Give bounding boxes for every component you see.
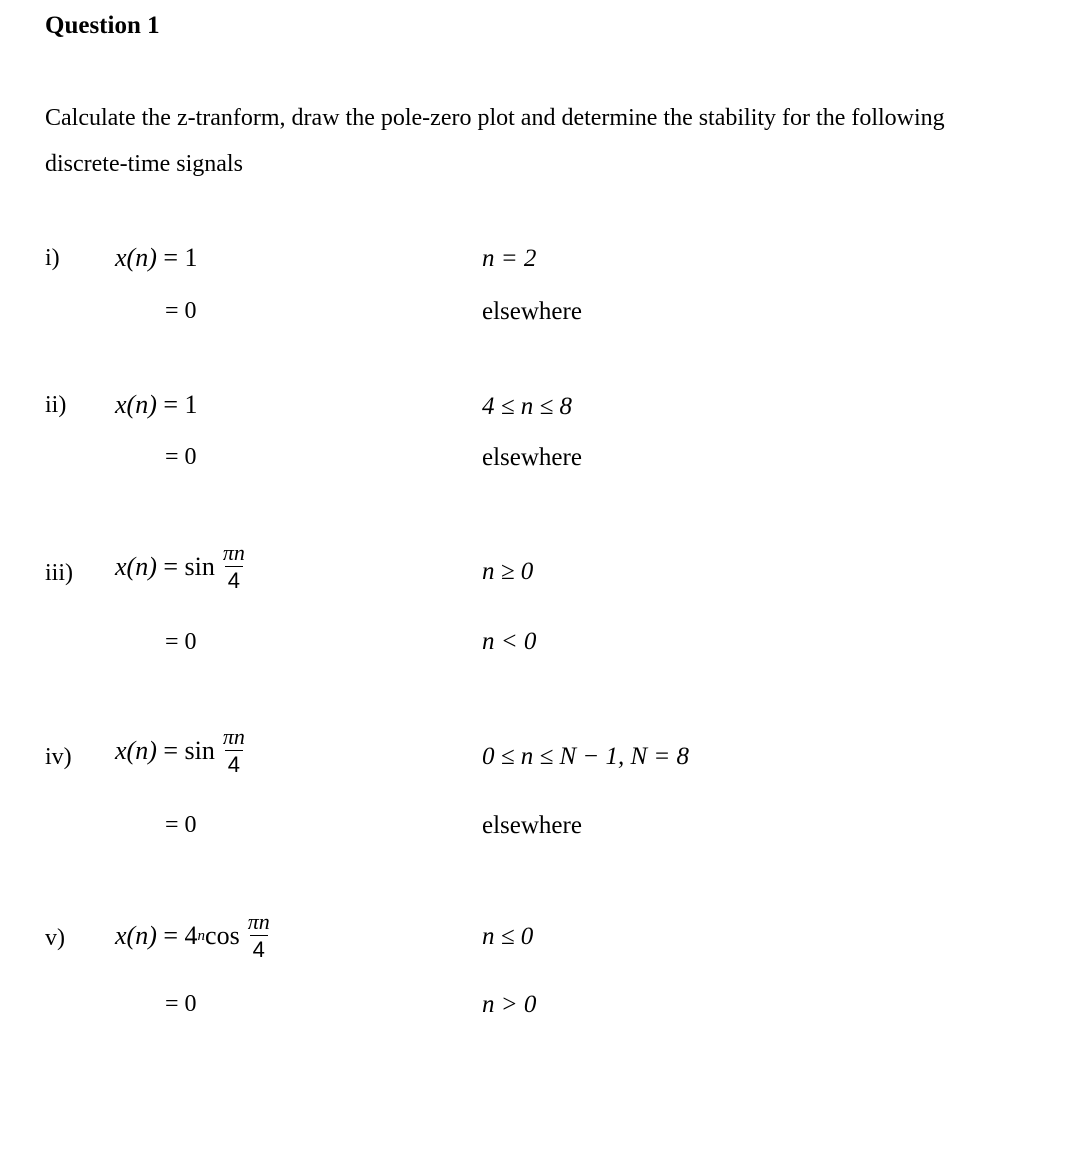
condition-secondary: n < 0 — [482, 628, 537, 655]
signal-definition — [115, 726, 247, 776]
fraction — [246, 911, 272, 961]
condition-secondary: elsewhere — [482, 444, 582, 471]
signal-lhs: x(n) — [115, 390, 157, 419]
condition-secondary: elsewhere — [482, 298, 582, 325]
fraction-denominator: 4 — [225, 750, 243, 776]
signal-expression: = sin — [163, 736, 215, 765]
signal-lhs: x(n) — [115, 552, 157, 581]
signal-definition — [115, 911, 272, 961]
condition-primary: 4 ≤ n ≤ 8 — [482, 393, 572, 420]
signal-expression-tail: cos — [205, 921, 240, 950]
fraction — [221, 726, 247, 776]
condition-secondary: elsewhere — [482, 812, 582, 839]
signal-definition — [115, 243, 198, 273]
item-number: v) — [45, 925, 65, 951]
instruction-line-2: discrete-time signals — [45, 151, 243, 177]
signal-zero-case: = 0 — [165, 812, 197, 838]
signal-expression: = 1 — [163, 243, 198, 272]
signal-definition — [115, 390, 198, 420]
fraction-denominator: 4 — [250, 935, 268, 961]
signal-zero-case: = 0 — [165, 298, 197, 324]
signal-definition — [115, 542, 247, 592]
item-number: ii) — [45, 392, 67, 418]
signal-expression: = 4 — [163, 921, 198, 950]
fraction-denominator: 4 — [225, 566, 243, 592]
item-number: i) — [45, 245, 60, 271]
item-number: iv) — [45, 744, 72, 770]
condition-primary: n ≥ 0 — [482, 558, 534, 585]
fraction-numerator: πn — [247, 909, 270, 934]
condition-primary: 0 ≤ n ≤ N − 1, N = 8 — [482, 743, 690, 770]
signal-lhs: x(n) — [115, 921, 157, 950]
exponent: n — [197, 927, 206, 944]
condition-primary: n ≤ 0 — [482, 923, 534, 950]
signal-expression: = sin — [163, 552, 215, 581]
signal-lhs: x(n) — [115, 243, 157, 272]
fraction-numerator: πn — [222, 724, 245, 749]
item-number: iii) — [45, 560, 73, 586]
question-title: Question 1 — [45, 12, 160, 39]
signal-zero-case: = 0 — [165, 629, 197, 655]
signal-lhs: x(n) — [115, 736, 157, 765]
instruction-line-1: Calculate the z-tranform, draw the pole-zero plot and determine the stability for the following — [45, 105, 945, 131]
signal-zero-case: = 0 — [165, 444, 197, 470]
condition-primary: n = 2 — [482, 245, 537, 272]
signal-zero-case: = 0 — [165, 991, 197, 1017]
condition-secondary: n > 0 — [482, 991, 537, 1018]
fraction-numerator: πn — [222, 540, 245, 565]
fraction — [221, 542, 247, 592]
signal-expression: = 1 — [163, 390, 198, 419]
